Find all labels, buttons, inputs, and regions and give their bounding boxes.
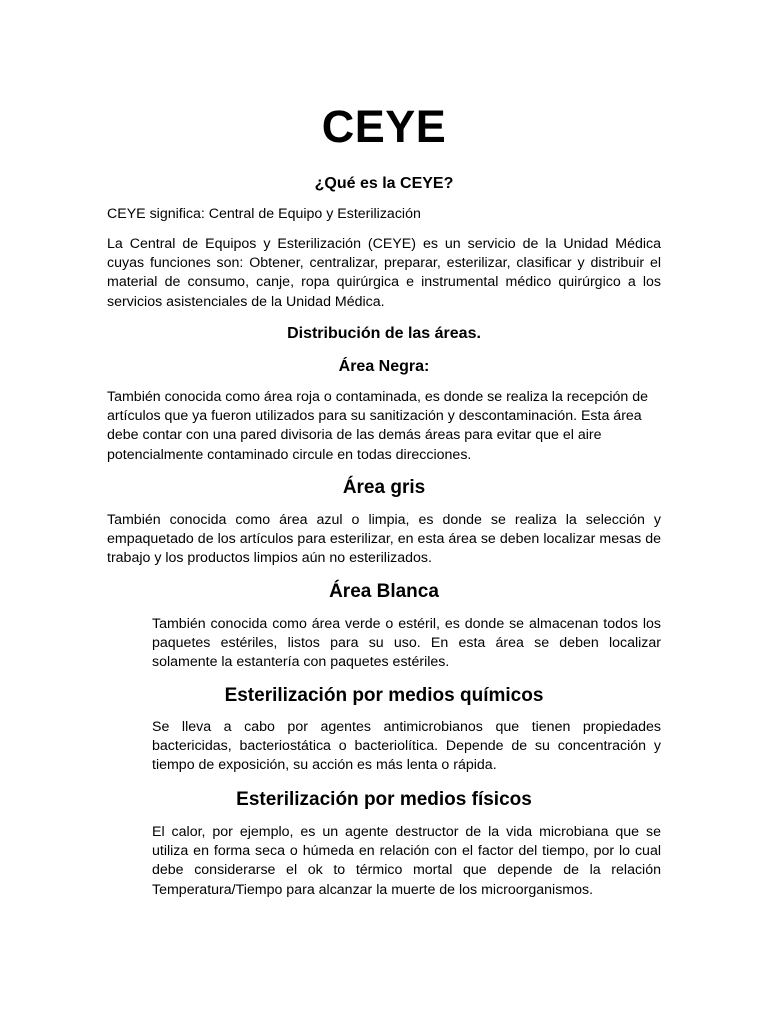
paragraph-ceye-significa: CEYE significa: Central de Equipo y Esterilización — [107, 206, 421, 222]
paragraph-area-blanca: También conocida como área verde o estéril, es donde se almacenan todos los paquetes estériles, listos para su uso. En esta área se deben localizar solamente la estantería con paquetes estériles. — [152, 616, 661, 671]
heading-que-es-ceye: ¿Qué es la CEYE? — [314, 175, 454, 192]
heading-esterilizacion-quimicos: Esterilización por medios químicos — [224, 685, 544, 706]
paragraph-area-gris: También conocida como área azul o limpia, es donde se realiza la selección y empaquetado de los artículos para esterilizar, en esta área se deben localizar mesas de trabajo y los productos limpios aún no esterilizados. — [107, 512, 661, 567]
paragraph-esterilizacion-quimicos: Se lleva a cabo por agentes antimicrobianos que tienen propiedades bactericidas, bacteriostática o bacteriolítica. Depende de su concentración y tiempo de exposición, su acción es más lenta o rápida. — [152, 719, 661, 774]
document-title: CEYE — [321, 101, 447, 152]
paragraph-esterilizacion-fisicos: El calor, por ejemplo, es un agente destructor de la vida microbiana que se utiliza en forma seca o húmeda en relación con el factor del tiempo, por lo cual debe considerarse el ok to térmico mortal que depende de la relación Temperatura/Tiempo para alcanzar la muerte de los microorganismos. — [152, 824, 661, 898]
paragraph-ceye-definicion: La Central de Equipos y Esterilización (CEYE) es un servicio de la Unidad Médica cuyas funciones son: Obtener, centralizar, preparar, esterilizar, clasificar y distribuir el material de consumo, canje, ropa quirúrgica e instrumental médico quirúrgico a los servicios asistenciales de la Unidad Médica. — [107, 236, 661, 310]
heading-area-negra: Área Negra: — [338, 358, 430, 375]
paragraph-area-negra: También conocida como área roja o contaminada, es donde se realiza la recepción de artículos que ya fueron utilizados para su sanitización y descontaminación. Esta área debe contar con una pared divisoria de las demás áreas para evitar que el aire potencialmente contaminado circule en todas direcciones. — [107, 389, 649, 463]
heading-area-gris: Área gris — [342, 477, 426, 498]
heading-esterilizacion-fisicos: Esterilización por medios físicos — [236, 789, 532, 810]
heading-distribucion-areas: Distribución de las áreas. — [287, 325, 481, 342]
heading-area-blanca: Área Blanca — [329, 581, 439, 602]
